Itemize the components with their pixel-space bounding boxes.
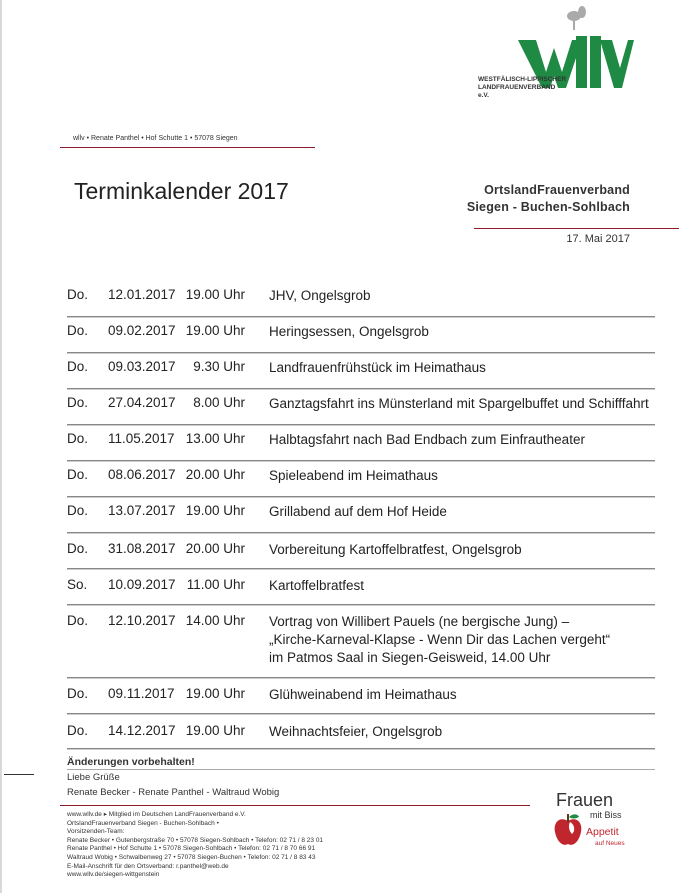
event-time: 8.00 Uhr: [193, 395, 245, 410]
badge-mit-biss: mit Biss: [590, 810, 622, 820]
footer-line: Renate Panthel • Hof Schutte 1 • 57078 Siegen-Sohlbach • Telefon: 02 71 / 8 70 66 91: [67, 845, 316, 853]
event-day: So.: [67, 577, 88, 592]
footer-line: Vorsitzenden-Team:: [67, 828, 125, 836]
event-description: [269, 613, 655, 667]
event-description: Kartoffelbratfest: [269, 578, 365, 593]
event-date: 13.07.2017: [108, 503, 176, 518]
event-description-line: Vortrag von Willibert Pauels (ne bergische Jung) –: [269, 614, 570, 629]
changes-divider: [67, 769, 655, 770]
row-divider: [67, 316, 655, 318]
document-date: 17. Mai 2017: [566, 233, 630, 245]
event-time: 9.30 Uhr: [193, 359, 245, 374]
event-time: 14.00 Uhr: [185, 613, 245, 628]
footer: [67, 811, 323, 880]
event-day: Do.: [67, 287, 89, 302]
row-divider: [67, 388, 655, 390]
row-divider: [67, 424, 655, 426]
org-divider: [474, 228, 679, 229]
badge-auf-neues: auf Neues: [595, 840, 625, 847]
row-divider: [67, 748, 655, 750]
logo-caption: [478, 76, 568, 100]
event-day: Do.: [67, 541, 89, 556]
event-time: 19.00 Uhr: [185, 686, 245, 701]
footer-line: www.wllv.de/siegen-wittgenstein: [67, 871, 160, 879]
event-date: 27.04.2017: [108, 395, 176, 410]
event-time: 13.00 Uhr: [185, 431, 245, 446]
event-day: Do.: [67, 467, 89, 482]
event-description: Vorbereitung Kartoffelbratfest, Ongelsgrob: [269, 542, 522, 557]
greeting: Liebe Grüße: [67, 772, 120, 783]
footer-line: OrtslandFrauenverband Siegen - Buchen-Sohlbach •: [67, 819, 219, 827]
event-day: Do.: [67, 686, 89, 701]
event-day: Do.: [67, 431, 89, 446]
event-day: Do.: [67, 723, 89, 738]
row-divider: [67, 460, 655, 462]
event-date: 10.09.2017: [108, 577, 176, 592]
footer-line: E-Mail-Anschrift für den Ortsverband: r.panthel@web.de: [67, 862, 229, 870]
event-description: Ganztagsfahrt ins Münsterland mit Spargelbuffet und Schifffahrt: [269, 396, 649, 411]
event-day: Do.: [67, 323, 89, 338]
event-time: 19.00 Uhr: [185, 287, 245, 302]
event-description-line: „Kirche-Karneval-Klapse - Wenn Dir das Lachen vergeht“: [269, 632, 611, 647]
event-time: 11.00 Uhr: [186, 577, 245, 592]
logo-line-1: WESTFÄLISCH-LIPPISCHER: [478, 76, 567, 83]
event-date: 09.11.2017: [108, 686, 175, 701]
event-day: Do.: [67, 359, 89, 374]
changes-notice: Änderungen vorbehalten!: [67, 756, 195, 768]
signers: Renate Becker - Renate Panthel - Waltraud Wobig: [67, 787, 280, 798]
event-date: 09.02.2017: [108, 323, 176, 338]
org-name-line-2: Siegen - Buchen-Sohlbach: [466, 200, 630, 214]
event-description: Glühweinabend im Heimathaus: [269, 687, 457, 702]
event-date: 31.08.2017: [108, 541, 176, 556]
event-day: Do.: [67, 395, 89, 410]
event-date: 12.10.2017: [108, 613, 176, 628]
event-time: 19.00 Uhr: [185, 503, 245, 518]
badge-appetit: Appetit: [586, 826, 619, 838]
row-divider: [67, 713, 655, 715]
event-description-line: im Patmos Saal in Siegen-Geisweid, 14.00 Uhr: [269, 650, 551, 665]
event-day: Do.: [67, 503, 89, 518]
footer-line: Waltraud Wobig • Schwalbenweg 27 • 57078 Siegen-Buchen • Telefon: 02 71 / 8 83 43: [67, 853, 316, 861]
org-name-line-1: OrtslandFrauenverband: [484, 183, 630, 197]
event-day: Do.: [67, 613, 89, 628]
event-time: 20.00 Uhr: [185, 467, 245, 482]
event-date: 09.03.2017: [108, 359, 176, 374]
footer-line: Renate Becker • Gutenbergstraße 70 • 57078 Siegen-Sohlbach • Telefon: 02 71 / 8 23 01: [67, 836, 324, 844]
row-divider: [67, 677, 655, 679]
event-date: 11.05.2017: [108, 431, 175, 446]
event-description: JHV, Ongelsgrob: [269, 288, 371, 303]
event-date: 14.12.2017: [108, 723, 176, 738]
row-divider: [67, 496, 655, 498]
footer-divider: [60, 805, 530, 806]
event-description: Halbtagsfahrt nach Bad Endbach zum Einfrautheater: [269, 432, 585, 447]
footer-line: www.wllv.de ▸ Mitglied im Deutschen LandFrauenverband e.V.: [67, 811, 246, 818]
event-description: Heringsessen, Ongelsgrob: [269, 324, 429, 339]
badge-frauen: Frauen: [556, 790, 614, 810]
sender-divider: [60, 147, 315, 148]
event-date: 12.01.2017: [108, 287, 176, 302]
logo-line-2: LANDFRAUENVERBAND e.V.: [478, 84, 556, 99]
event-description: Spieleabend im Heimathaus: [269, 468, 438, 483]
event-time: 20.00 Uhr: [185, 541, 245, 556]
event-time: 19.00 Uhr: [185, 723, 245, 738]
row-divider: [67, 568, 655, 570]
event-time: 19.00 Uhr: [185, 323, 245, 338]
fold-mark: [4, 774, 34, 775]
event-date: 08.06.2017: [108, 467, 176, 482]
apple-icon: [552, 812, 584, 848]
event-description: Landfrauenfrühstück im Heimathaus: [269, 360, 486, 375]
row-divider: [67, 532, 655, 534]
event-description: Grillabend auf dem Hof Heide: [269, 504, 447, 519]
page-title: Terminkalender 2017: [74, 178, 289, 204]
row-divider: [67, 352, 655, 354]
sender-address: wllv • Renate Panthel • Hof Schutte 1 • 57078 Siegen: [73, 135, 238, 142]
row-divider: [67, 604, 655, 606]
page-edge: [0, 0, 2, 893]
event-description: Weihnachtsfeier, Ongelsgrob: [269, 724, 443, 739]
